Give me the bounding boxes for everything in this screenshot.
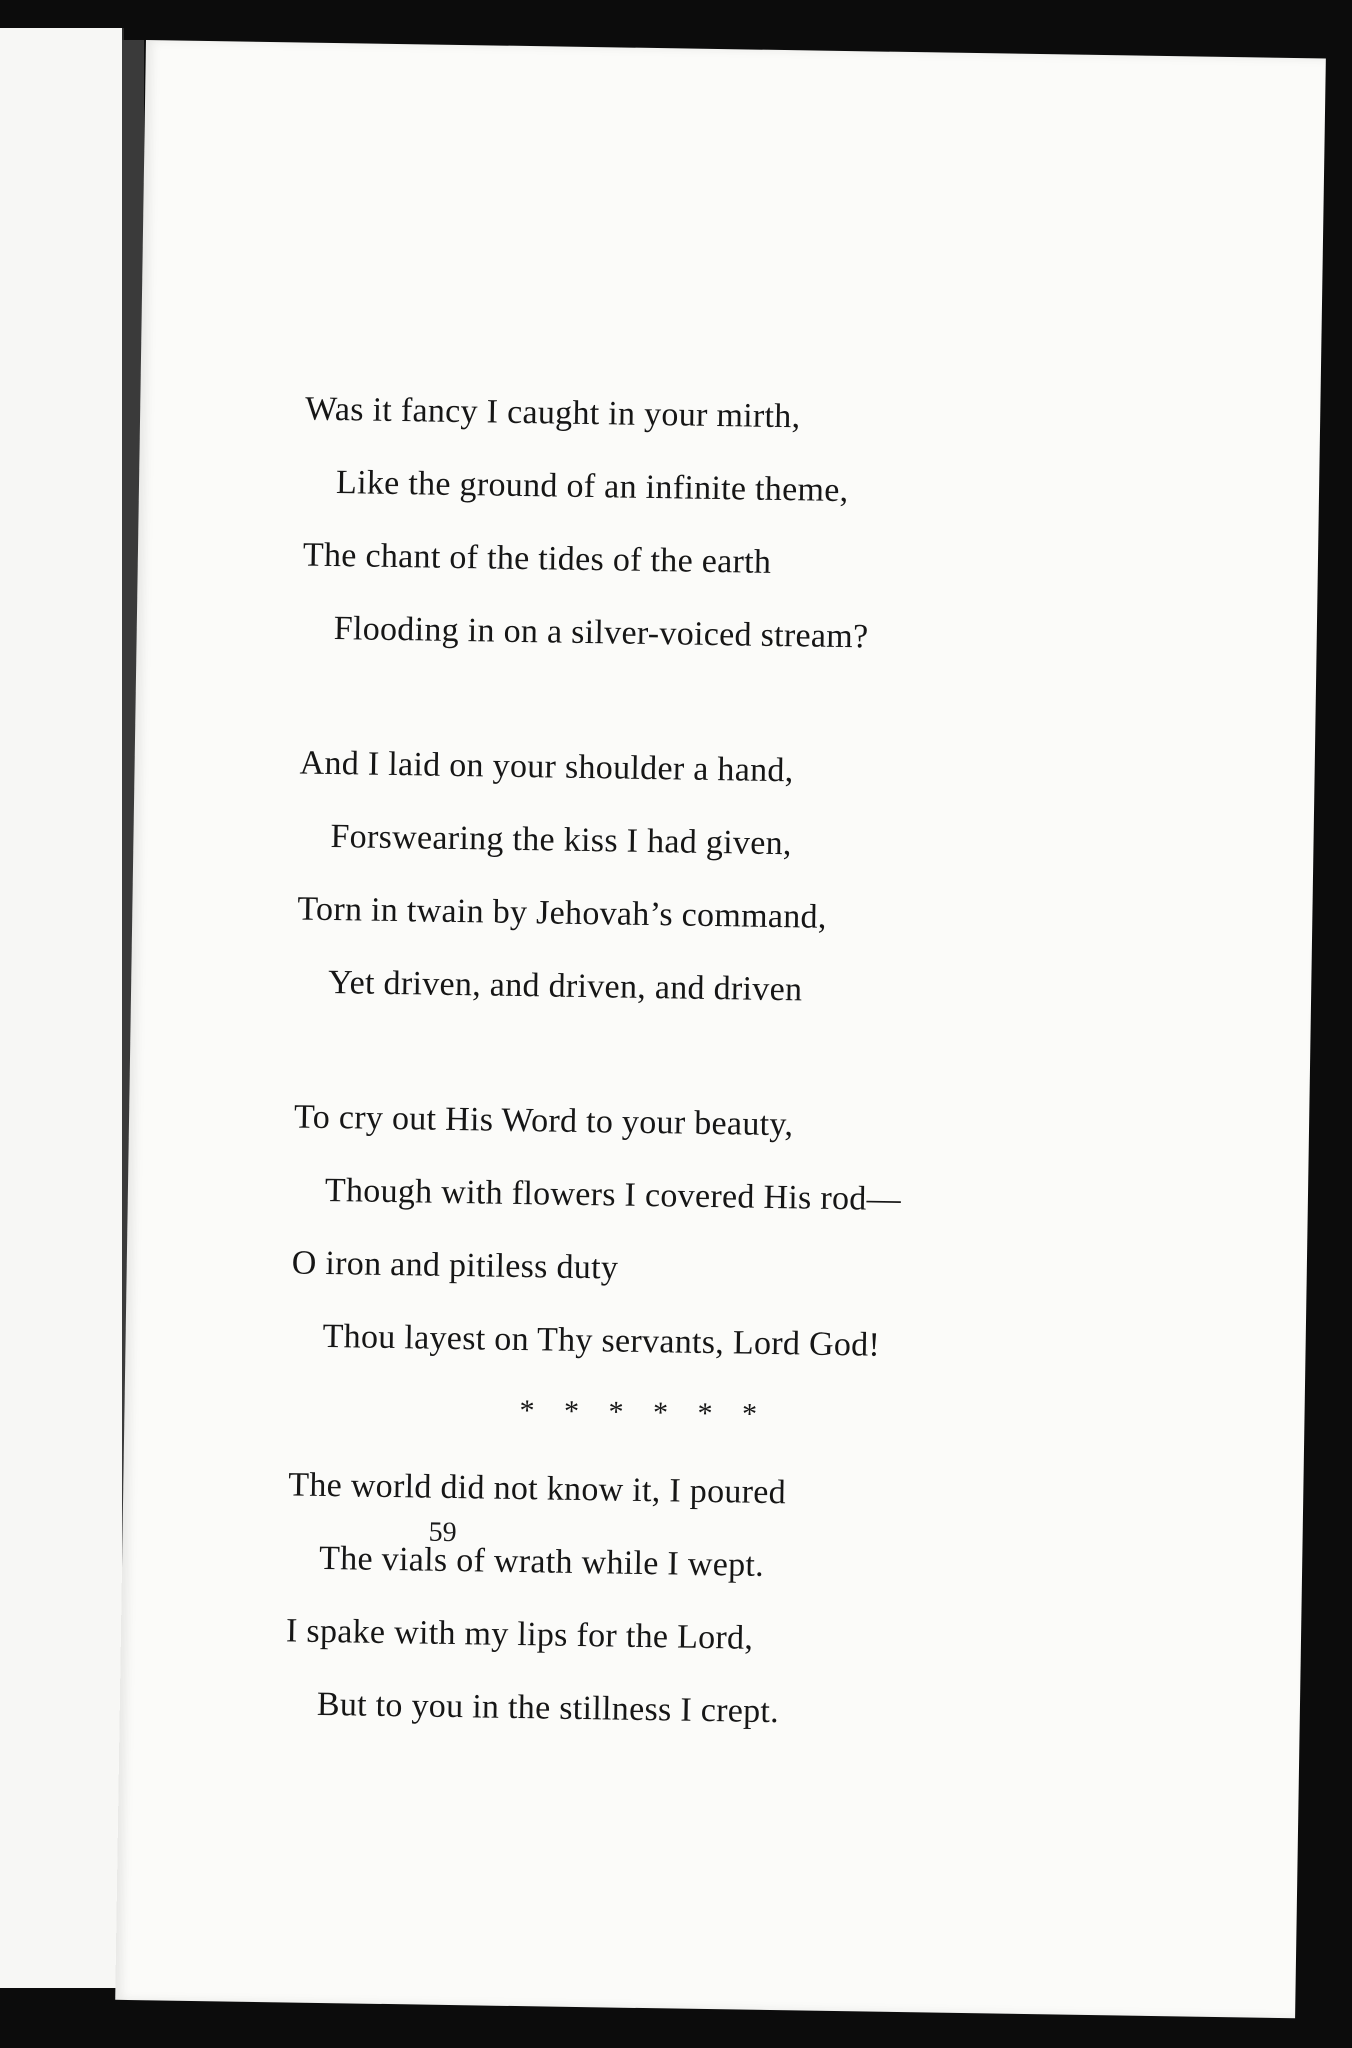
poem-text — [283, 373, 1205, 1817]
poem-line: The vials of wrath while I wept. — [318, 1539, 765, 1584]
poem-line: But to you in the stillness I crept. — [316, 1685, 780, 1731]
stanza-2 — [296, 727, 1200, 1033]
poem-line: To cry out His Word to your beauty, — [293, 1098, 794, 1144]
facing-page-edge — [0, 28, 124, 1988]
book-page — [115, 40, 1326, 2018]
poem-line: Flooding in on a silver-voiced stream? — [333, 610, 869, 656]
section-separator: * * * * * * — [519, 1394, 758, 1431]
poem-line: I spake with my lips for the Lord, — [285, 1612, 754, 1657]
poem-line: Was it fancy I caught in your mirth, — [304, 390, 801, 436]
poem-line: And I laid on your shoulder a hand, — [299, 744, 794, 790]
poem-line: Torn in twain by Jehovah’s command, — [297, 890, 827, 936]
poem-line: Forswearing the kiss I had given, — [330, 817, 793, 863]
page-number: 59 — [428, 1516, 457, 1549]
stanza-1 — [301, 373, 1205, 679]
poem-line: Thou layest on Thy servants, Lord God! — [322, 1317, 881, 1364]
stanza-4 — [284, 1448, 1188, 1754]
poem-line: Though with flowers I covered His rod— — [324, 1171, 902, 1218]
poem-line: The world did not know it, I poured — [288, 1466, 787, 1512]
poem-line: The chant of the tides of the earth — [302, 536, 772, 581]
poem-line: O iron and pitiless duty — [291, 1244, 619, 1287]
poem-line: Yet driven, and driven, and driven — [327, 963, 803, 1009]
poem-line: Like the ground of an infinite theme, — [335, 464, 849, 510]
stanza-3 — [290, 1080, 1194, 1386]
